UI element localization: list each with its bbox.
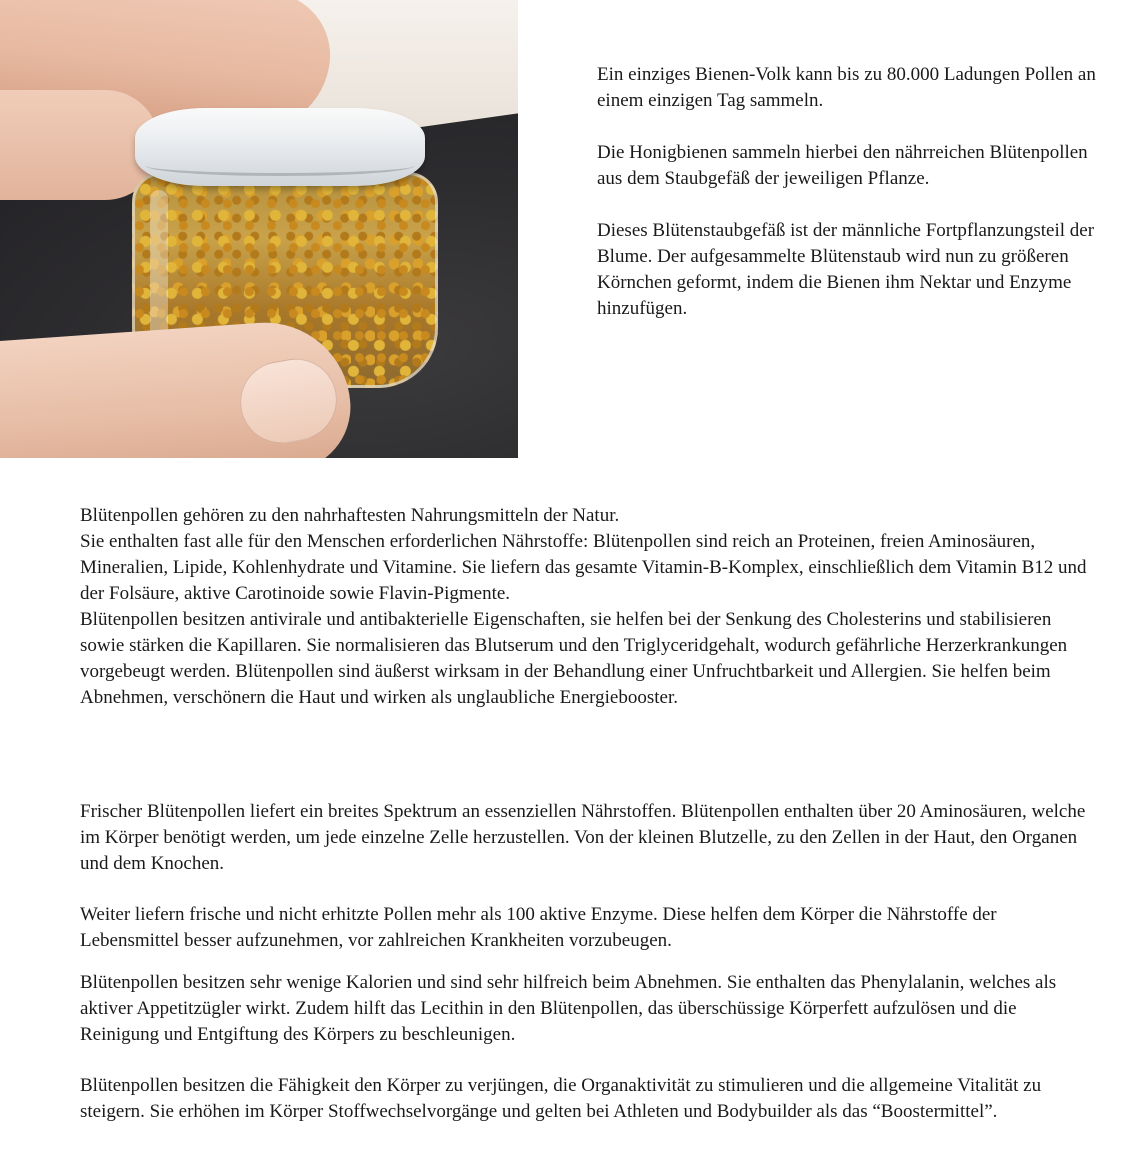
body-block4-text: Blütenpollen besitzen sehr wenige Kalorien und sind sehr hilfreich beim Abnehmen. Sie enthalten das Phenylalanin, welches als aktiver Appetitzügler wirkt. Zudem hilft das Lecithin in den Blütenpollen, das überschüssige Körperfett aufzulösen und die Reinigung und Entgiftung des Körpers zu beschleunigen. [80,972,1057,1045]
pollen-jar-photo [0,0,518,458]
photo-jar-lid [135,108,425,186]
body-block-nutrients [80,503,1090,711]
intro-paragraph-2: Die Honigbienen sammeln hierbei den nährreichen Blütenpollen aus dem Staubgefäß der jeweiligen Pflanze. [597,142,1088,189]
body-block-amino-acids [80,799,1090,877]
body-block3-text: Weiter liefern frische und nicht erhitzte Pollen mehr als 100 aktive Enzyme. Diese helfen dem Körper die Nährstoffe der Lebensmittel besser aufzunehmen, vor zahlreichen Krankheiten vorzubeugen. [80,904,997,951]
intro-paragraph-3: Dieses Blütenstaubgefäß ist der männliche Fortpflanzungsteil der Blume. Der aufgesammelte Blütenstaub wird nun zu größeren Körnchen geformt, indem die Bienen ihm Nektar und Enzyme hinzufügen. [597,220,1095,319]
body-block1-line3: Blütenpollen besitzen antivirale und antibakterielle Eigenschaften, sie helfen bei der Senkung des Cholesterins und stabilisieren sowie stärken die Kapillaren. Sie normalisieren das Blutserum und den Triglyceridgehalt, wodurch gefährliche Herzerkrankungen vorgebeugt werden. Blütenpollen sind äußerst wirksam in der Behandlung einer Unfruchtbarkeit und Allergien. Sie helfen beim Abnehmen, verschönern die Haut und wirken als unglaubliche Energiebooster. [80,609,1068,708]
body-block5-text: Blütenpollen besitzen die Fähigkeit den Körper zu verjüngen, die Organaktivität zu stimulieren und die allgemeine Vitalität zu steigern. Sie erhöhen im Körper Stoffwechselvorgänge und gelten bei Athleten und Bodybuilder als das “Boostermittel”. [80,1075,1042,1122]
body-block-calories [80,970,1090,1048]
body-block1-line1: Blütenpollen gehören zu den nahrhaftesten Nahrungsmitteln der Natur. [80,505,620,526]
body-block2-text: Frischer Blütenpollen liefert ein breites Spektrum an essenziellen Nährstoffen. Blütenpollen enthalten über 20 Aminosäuren, welche im Körper benötigt werden, um jede einzelne Zelle herzustellen. Von der kleinen Blutzelle, zu den Zellen in der Haut, den Organen und dem Knochen. [80,801,1086,874]
intro-paragraph-1: Ein einziges Bienen-Volk kann bis zu 80.000 Ladungen Pollen an einem einzigen Tag sammeln. [597,64,1096,111]
body-block1-line2: Sie enthalten fast alle für den Menschen erforderlichen Nährstoffe: Blütenpollen sind reich an Proteinen, freien Aminosäuren, Mineralien, Lipide, Kohlenhydrate und Vitamine. Sie liefern das gesamte Vitamin-B-Komplex, einschließlich dem Vitamin B12 und der Folsäure, aktive Carotinoide sowie Flavin-Pigmente. [80,531,1087,604]
body-block-enzymes [80,902,1090,954]
photo-jar-highlight [150,190,168,350]
intro-text [597,62,1097,348]
body-block-vitality [80,1073,1090,1125]
